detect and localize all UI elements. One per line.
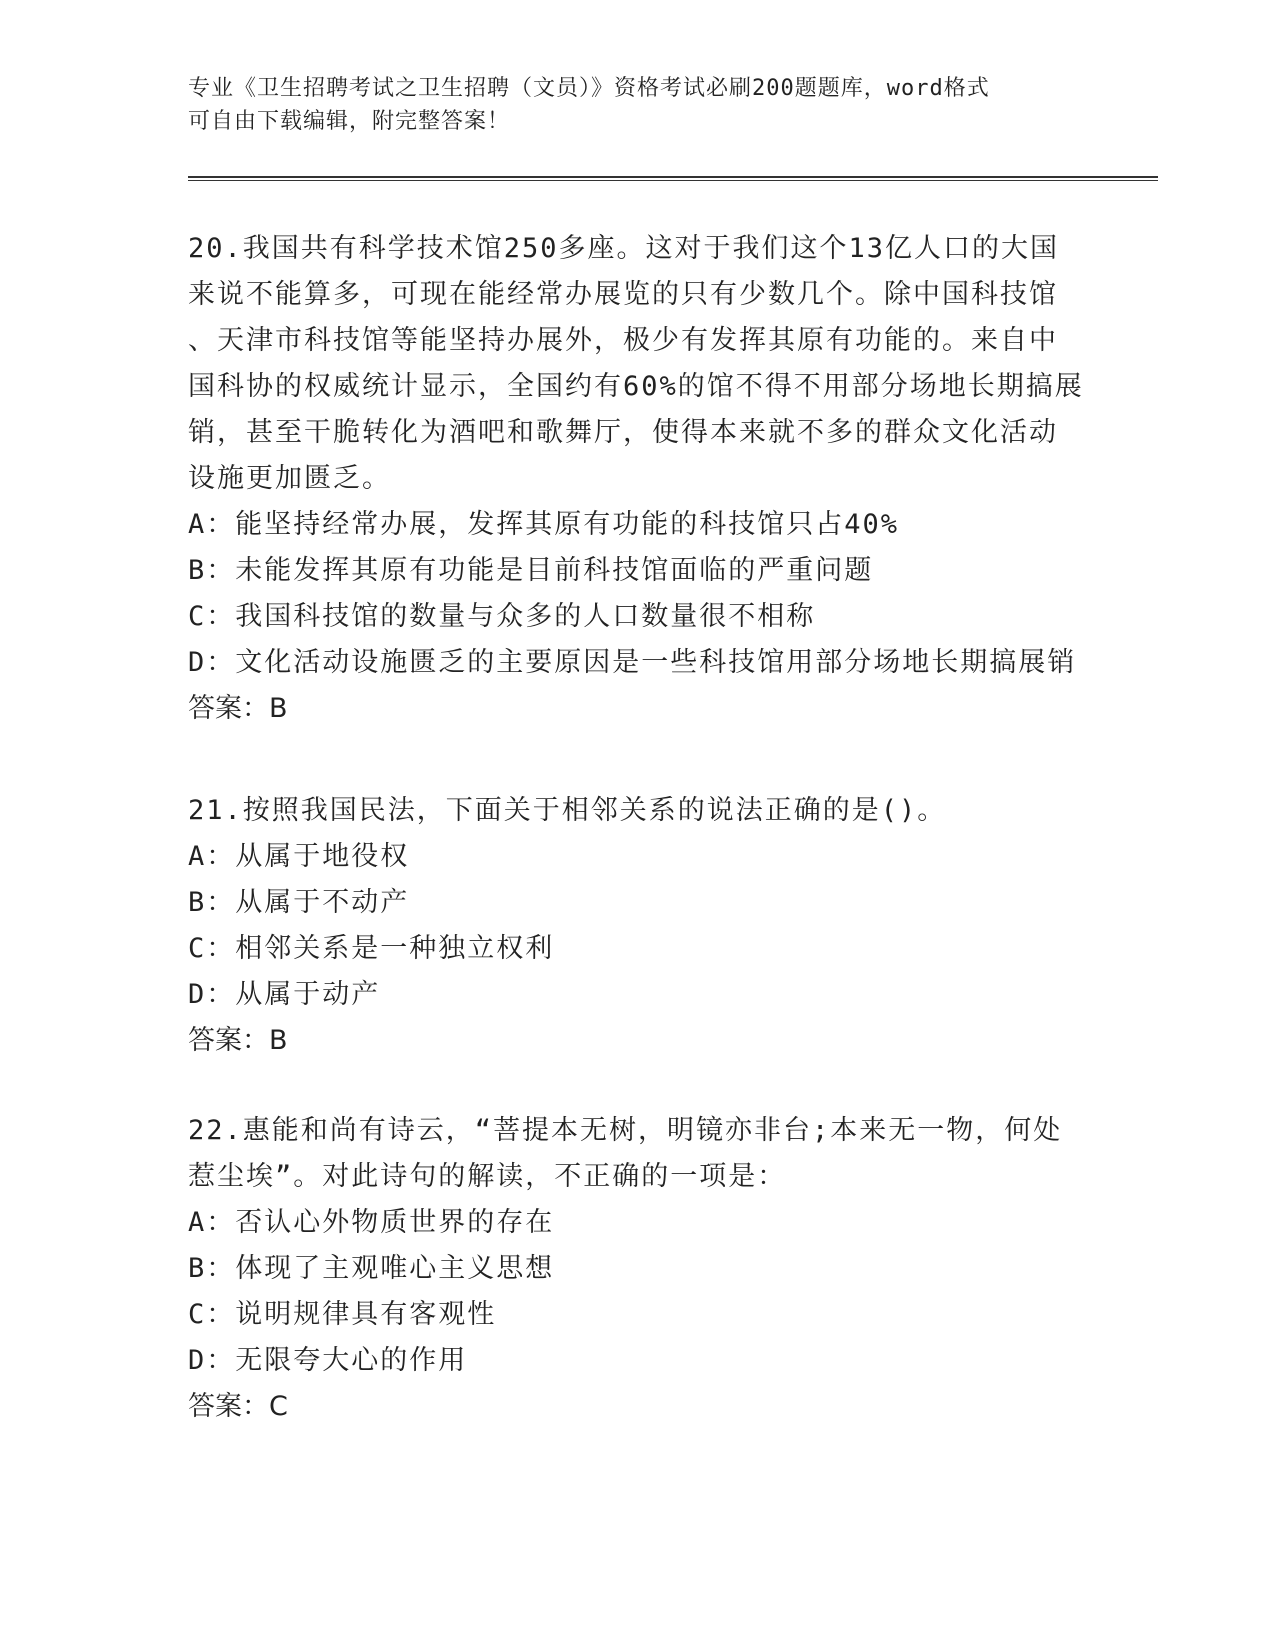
question-stem-line: 22.惠能和尚有诗云，“菩提本无树，明镜亦非台;本来无一物，何处: [188, 1115, 1063, 1146]
option-c: C：相邻关系是一种独立权利: [188, 933, 555, 964]
option-c: C：我国科技馆的数量与众多的人口数量很不相称: [188, 601, 816, 632]
answer: 答案：B: [188, 693, 288, 724]
question-stem-line: 21.按照我国民法，下面关于相邻关系的说法正确的是()。: [188, 795, 947, 826]
option-a: A：否认心外物质世界的存在: [188, 1207, 555, 1238]
option-d: D：从属于动产: [188, 979, 381, 1010]
question-stem-line: 、天津市科技馆等能坚持办展外，极少有发挥其原有功能的。来自中: [188, 325, 1058, 356]
answer: 答案：C: [188, 1391, 288, 1422]
answer: 答案：B: [188, 1025, 288, 1056]
question-22: [188, 1108, 1088, 1430]
question-stem-line: 20.我国共有科学技术馆250多座。这对于我们这个13亿人口的大国: [188, 233, 1060, 264]
option-b: B：未能发挥其原有功能是目前科技馆面临的严重问题: [188, 555, 874, 586]
option-d: D：文化活动设施匮乏的主要原因是一些科技馆用部分场地长期搞展销: [188, 647, 1077, 678]
header-line-2: 可自由下载编辑，附完整答案！: [188, 109, 511, 134]
question-stem-line: 设施更加匮乏。: [188, 463, 391, 494]
question-stem-line: 来说不能算多，可现在能经常办展览的只有少数几个。除中国科技馆: [188, 279, 1058, 310]
option-d: D：无限夸大心的作用: [188, 1345, 468, 1376]
question-stem-line: 国科协的权威统计显示，全国约有60%的馆不得不用部分场地长期搞展: [188, 371, 1084, 402]
question-stem-line: 销，甚至干脆转化为酒吧和歌舞厅，使得本来就不多的群众文化活动: [188, 417, 1058, 448]
question-20: [188, 226, 1088, 732]
option-b: B：从属于不动产: [188, 887, 410, 918]
header-divider: [188, 176, 1158, 181]
header-line-1: 专业《卫生招聘考试之卫生招聘（文员）》资格考试必刷200题题库，word格式: [188, 76, 990, 101]
option-b: B：体现了主观唯心主义思想: [188, 1253, 555, 1284]
option-c: C：说明规律具有客观性: [188, 1299, 497, 1330]
question-21: [188, 788, 1088, 1064]
option-a: A：能坚持经常办展，发挥其原有功能的科技馆只占40%: [188, 509, 900, 540]
option-a: A：从属于地役权: [188, 841, 410, 872]
document-header: [188, 72, 1088, 138]
question-stem-line: 惹尘埃”。对此诗句的解读，不正确的一项是：: [188, 1161, 787, 1192]
